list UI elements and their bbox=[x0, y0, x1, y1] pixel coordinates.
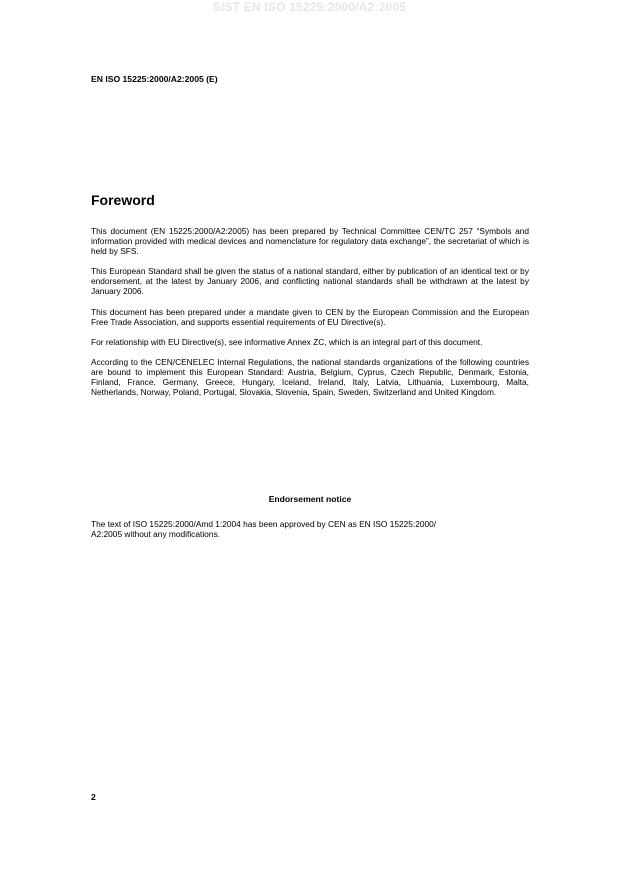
foreword-paragraph: This document (EN 15225:2000/A2:2005) has been prepared by Technical Committee CEN/TC 257 “Symbols and information provided with medical devices and nomenclature for regulatory data exchange”, the secretariat of which is held by SFS. bbox=[91, 226, 529, 257]
foreword-paragraph: According to the CEN/CENELEC Internal Regulations, the national standards organizations of the following countries are bound to implement this European Standard: Austria, Belgium, Cyprus, Czech Republic, Denmark, Estonia, Finland, France, Germany, Greece, Hungary, Iceland, Ireland, Italy, Latvia, Lithuania, Luxembourg, Malta, Netherlands, Norway, Poland, Portugal, Slovakia, Slovenia, Spain, Sweden, Switzerland and United Kingdom. bbox=[91, 356, 529, 398]
foreword-body bbox=[91, 226, 529, 407]
endorsement-notice bbox=[91, 519, 529, 539]
foreword-paragraph: This European Standard shall be given the status of a national standard, either by publication of an identical text or by endorsement, at the latest by January 2006, and conflicting national standards shall be withdrawn at the latest by January 2006. bbox=[91, 266, 529, 297]
foreword-paragraph: For relationship with EU Directive(s), see informative Annex ZC, which is an integral part of this document. bbox=[91, 336, 483, 347]
endorsement-line-2: A2:2005 without any modifications. bbox=[91, 529, 220, 540]
foreword-paragraph: This document has been prepared under a mandate given to CEN by the European Commission and the European Free Trade Association, and supports essential requirements of EU Directive(s). bbox=[91, 306, 529, 327]
watermark-text: SIST EN ISO 15225:2000/A2:2005 bbox=[212, 0, 407, 14]
page-number: 2 bbox=[91, 792, 96, 802]
endorsement-heading: Endorsement notice bbox=[268, 494, 352, 504]
endorsement-line-1: The text of ISO 15225:2000/Amd 1:2004 has been approved by CEN as EN ISO 15225:2000/ bbox=[91, 519, 437, 529]
foreword-heading: Foreword bbox=[91, 192, 155, 208]
document-id: EN ISO 15225:2000/A2:2005 (E) bbox=[91, 74, 218, 84]
